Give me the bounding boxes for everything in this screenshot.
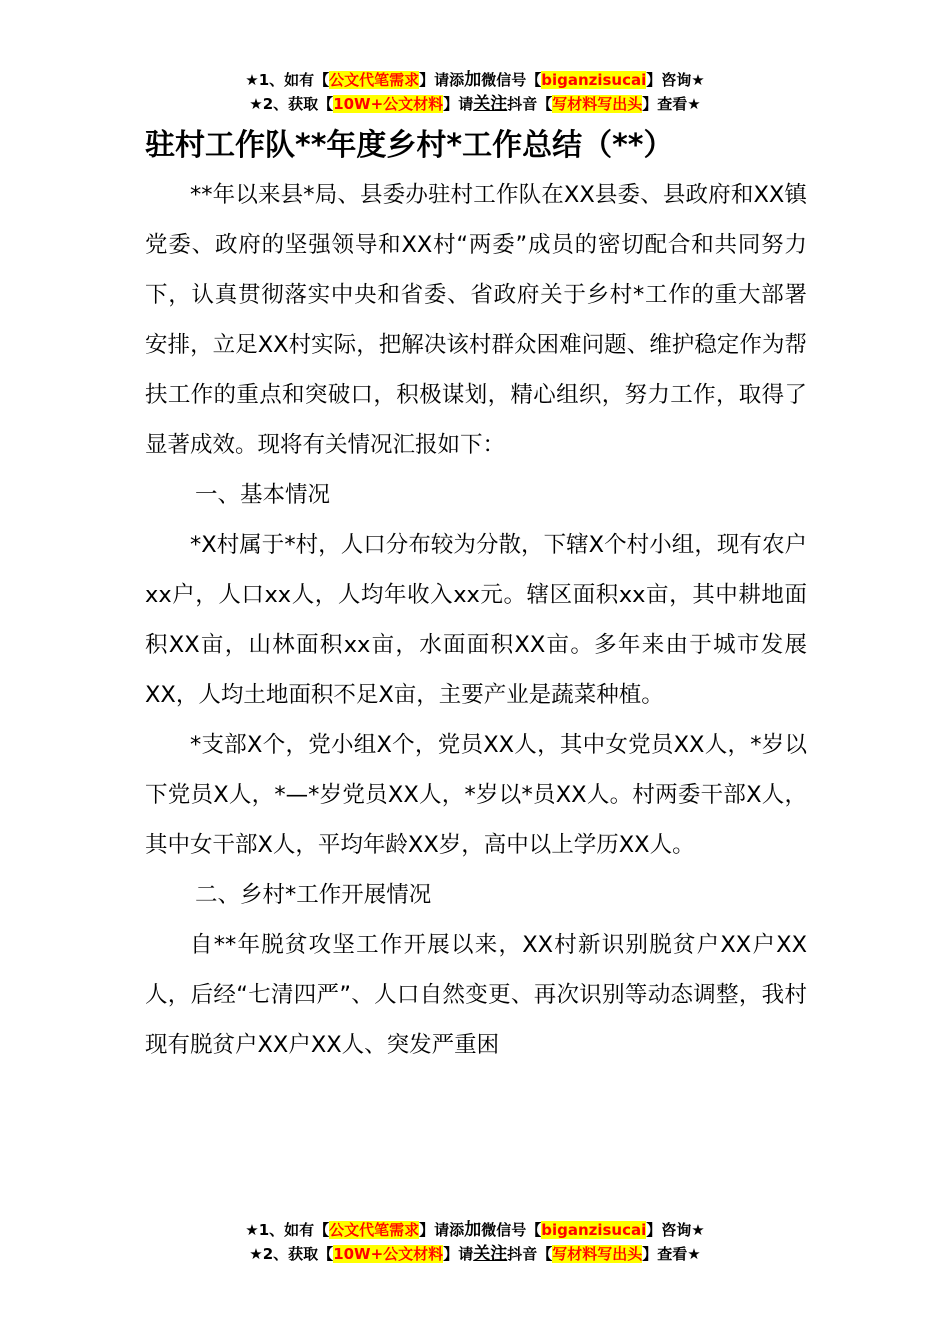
- banner-text: ★1、如有【: [245, 1221, 330, 1239]
- banner-text: 】请: [443, 95, 474, 113]
- banner-text: 】咨询★: [646, 71, 705, 89]
- section-heading-2: 二、乡村*工作开展情况: [195, 882, 432, 908]
- highlight-douyin-id: 写材料写出头: [552, 95, 643, 113]
- header-banner: [0, 68, 950, 116]
- section-heading-1: 一、基本情况: [195, 482, 331, 508]
- banner-text: 】请添: [419, 71, 465, 89]
- banner-emphasis: 关注: [473, 94, 508, 114]
- section2-paragraph-1: 自**年脱贫攻坚工作开展以来，XX村新识别脱贫户XX户XX人，后经“七清四严”、人口自然变更、再次识别等动态调整，我村现有脱贫户XX户XX人、突发严重困: [145, 932, 807, 1058]
- banner-emphasis: 加: [464, 70, 482, 90]
- banner-text: 抖音【: [507, 95, 553, 113]
- highlight-wechat-id: biganzisucai: [541, 1221, 647, 1239]
- highlight-materials: 10W+公文材料: [333, 95, 444, 113]
- banner-emphasis: 关注: [473, 1244, 508, 1264]
- section1-paragraph-2: *支部X个，党小组X个，党员XX人，其中女党员XX人，*岁以下党员X人，*—*岁党员XX人，*岁以*员XX人。村两委干部X人，其中女干部X人，平均年龄XX岁，高中以上学历XX人。: [145, 732, 807, 858]
- banner-text: ★2、获取【: [249, 95, 334, 113]
- banner-text: 】查看★: [642, 95, 701, 113]
- banner-line-1: [0, 68, 950, 92]
- highlight-wechat-id: biganzisucai: [541, 71, 647, 89]
- highlight-service: 公文代笔需求: [329, 1221, 420, 1239]
- banner-text: ★1、如有【: [245, 71, 330, 89]
- document-title: 驻村工作队**年度乡村*工作总结（**）: [145, 128, 674, 163]
- banner-text: 微信号【: [481, 1221, 542, 1239]
- banner-text: 】咨询★: [646, 1221, 705, 1239]
- banner-line-2: [0, 1242, 950, 1266]
- highlight-materials: 10W+公文材料: [333, 1245, 444, 1263]
- highlight-douyin-id: 写材料写出头: [552, 1245, 643, 1263]
- intro-paragraph: **年以来县*局、县委办驻村工作队在XX县委、县政府和XX镇党委、政府的坚强领导和XX村“两委”成员的密切配合和共同努力下，认真贯彻落实中央和省委、省政府关于乡村*工作的重大部署安排，立足XX村实际，把解决该村群众困难问题、维护稳定作为帮扶工作的重点和突破口，积极谋划，精心组织，努力工作，取得了显著成效。现将有关情况汇报如下：: [145, 182, 807, 458]
- banner-text: 】请: [443, 1245, 474, 1263]
- document-body: [145, 124, 807, 1070]
- banner-text: 】查看★: [642, 1245, 701, 1263]
- banner-text: 】请添: [419, 1221, 465, 1239]
- banner-line-1: [0, 1218, 950, 1242]
- banner-text: 微信号【: [481, 71, 542, 89]
- highlight-service: 公文代笔需求: [329, 71, 420, 89]
- footer-banner: [0, 1218, 950, 1266]
- banner-emphasis: 加: [464, 1220, 482, 1240]
- banner-text: 抖音【: [507, 1245, 553, 1263]
- banner-line-2: [0, 92, 950, 116]
- banner-text: ★2、获取【: [249, 1245, 334, 1263]
- section1-paragraph-1: *X村属于*村，人口分布较为分散，下辖X个村小组，现有农户xx户，人口xx人，人均年收入xx元。辖区面积xx亩，其中耕地面积XX亩，山林面积xx亩，水面面积XX亩。多年来由于城市发展XX，人均土地面积不足X亩，主要产业是蔬菜种植。: [145, 532, 807, 708]
